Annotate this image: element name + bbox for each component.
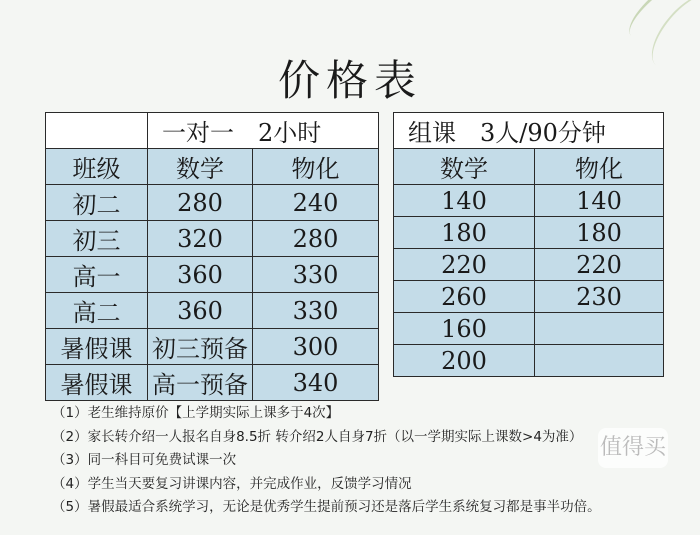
table-corner bbox=[46, 113, 148, 149]
col-header-physics-chemistry: 物化 bbox=[535, 149, 664, 185]
table-row bbox=[394, 185, 664, 217]
note-item: （5）暑假最适合系统学习，无论是优秀学生提前预习还是落后学生系统复习都是事半功倍。 bbox=[52, 499, 601, 515]
col-header-class: 班级 bbox=[46, 149, 148, 185]
one-on-one-price-table bbox=[45, 112, 379, 401]
class-cell: 初三 bbox=[46, 221, 148, 257]
price-cell: 200 bbox=[394, 345, 535, 377]
price-cell: 240 bbox=[253, 185, 379, 221]
price-cell: 360 bbox=[148, 293, 253, 329]
class-cell: 初二 bbox=[46, 185, 148, 221]
table-row bbox=[46, 221, 379, 257]
class-cell: 高一 bbox=[46, 257, 148, 293]
price-cell: 140 bbox=[535, 185, 664, 217]
note-item: （4）学生当天要复习讲课内容，并完成作业，反馈学习情况 bbox=[52, 475, 412, 492]
price-cell bbox=[535, 313, 664, 345]
price-cell: 220 bbox=[535, 249, 664, 281]
price-cell: 330 bbox=[253, 293, 379, 329]
price-cell bbox=[535, 345, 664, 377]
table-row bbox=[394, 345, 664, 377]
price-cell: 280 bbox=[253, 221, 379, 257]
course-cell: 初三预备 bbox=[148, 329, 253, 365]
table-row bbox=[46, 257, 379, 293]
table-row bbox=[394, 249, 664, 281]
table-row bbox=[46, 329, 379, 365]
price-cell: 360 bbox=[148, 257, 253, 293]
price-cell: 300 bbox=[253, 329, 379, 365]
course-cell: 高一预备 bbox=[148, 365, 253, 401]
table-row bbox=[46, 293, 379, 329]
one-on-one-header: 一对一 2小时 bbox=[148, 113, 379, 149]
table-row bbox=[394, 281, 664, 313]
group-class-header: 组课 3人/90分钟 bbox=[394, 113, 664, 149]
price-cell: 180 bbox=[394, 217, 535, 249]
watermark-logo: 值得买 bbox=[598, 428, 668, 468]
price-cell: 280 bbox=[148, 185, 253, 221]
table-row bbox=[46, 185, 379, 221]
table-row bbox=[394, 313, 664, 345]
price-cell: 160 bbox=[394, 313, 535, 345]
price-cell: 140 bbox=[394, 185, 535, 217]
group-class-price-table bbox=[393, 112, 664, 377]
price-cell: 180 bbox=[535, 217, 664, 249]
class-cell: 暑假课 bbox=[46, 365, 148, 401]
note-item: （2）家长转介绍一人报名自身8.5折 转介绍2人自身7折（以一学期实际上课数>4为准） bbox=[52, 428, 583, 445]
price-cell: 330 bbox=[253, 257, 379, 293]
note-item: （1）老生维持原价【上学期实际上课多于4次】 bbox=[52, 405, 340, 421]
col-header-math: 数学 bbox=[148, 149, 253, 185]
note-item: （3）同一科目可免费试课一次 bbox=[52, 452, 237, 468]
price-cell: 230 bbox=[535, 281, 664, 313]
col-header-physics-chemistry: 物化 bbox=[253, 149, 379, 185]
price-cell: 220 bbox=[394, 249, 535, 281]
table-row bbox=[46, 365, 379, 401]
price-cell: 320 bbox=[148, 221, 253, 257]
col-header-math: 数学 bbox=[394, 149, 535, 185]
price-cell: 260 bbox=[394, 281, 535, 313]
price-cell: 340 bbox=[253, 365, 379, 401]
notes-list bbox=[52, 402, 601, 520]
page-title: 价格表 bbox=[277, 56, 422, 105]
table-row bbox=[394, 217, 664, 249]
class-cell: 暑假课 bbox=[46, 329, 148, 365]
class-cell: 高二 bbox=[46, 293, 148, 329]
